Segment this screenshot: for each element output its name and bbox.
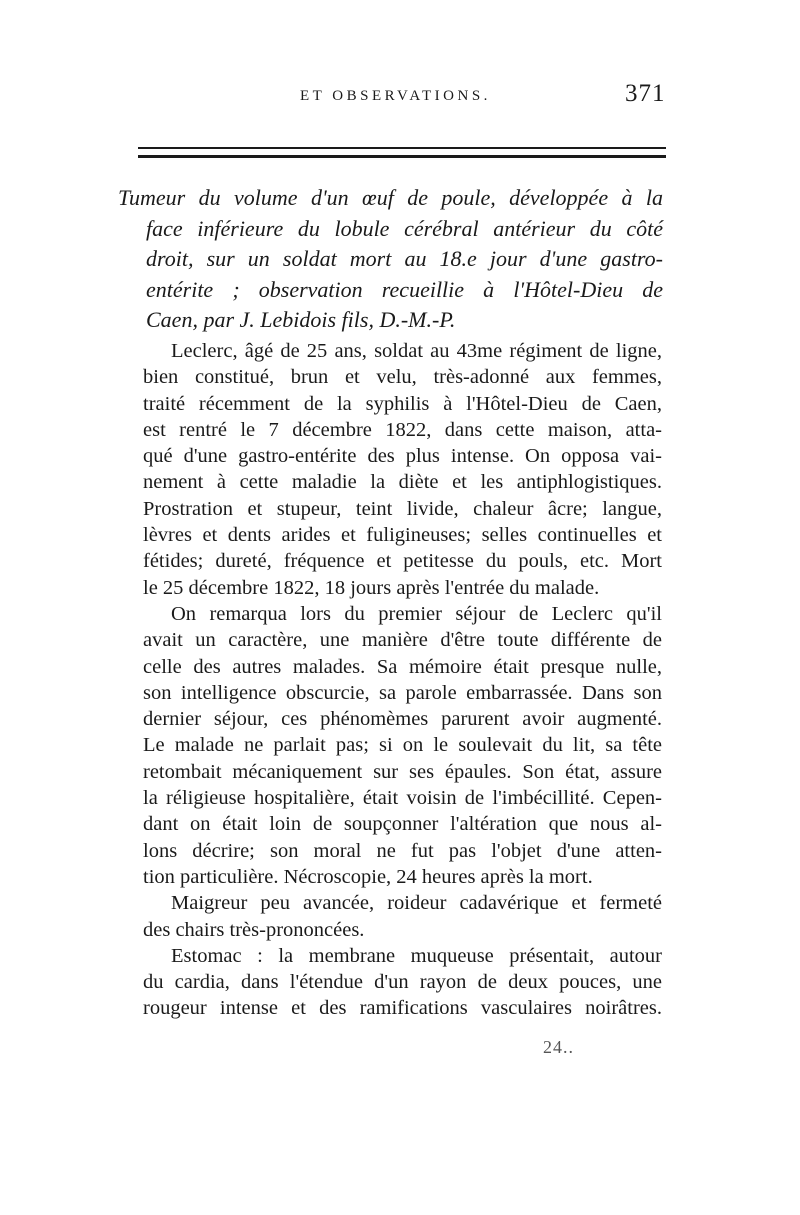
body-line: avait un caractère, une manière d'être toute différente de (143, 629, 662, 652)
body-line: traité récemment de la syphilis à l'Hôtel-Dieu de Caen, (143, 392, 662, 415)
body-line: fétides; dureté, fréquence et petitesse du pouls, etc. Mort (143, 550, 662, 573)
heading-line: Tumeur du volume d'un œuf de poule, développée à la (118, 185, 663, 210)
body-line: dernier séjour, ces phénomèmes parurent avoir augmenté. (143, 708, 662, 731)
body-line: du cardia, dans l'étendue d'un rayon de deux pouces, une (143, 971, 662, 994)
body-line: Le malade ne parlait pas; si on le soulevait du lit, sa tête (143, 734, 662, 757)
header-rule-thick (138, 155, 666, 158)
body-line: Estomac : la membrane muqueuse présentait, autour (171, 944, 662, 967)
article-body (143, 338, 662, 1022)
heading-line: Caen, par J. Lebidois fils, D.-M.-P. (146, 307, 456, 332)
body-line: lons décrire; son moral ne fut pas l'objet d'une atten- (143, 839, 662, 862)
body-line: lèvres et dents arides et fuligineuses; selles continuelles et (143, 524, 662, 547)
body-line: nement à cette maladie la diète et les antiphlogistiques. (143, 471, 662, 494)
body-line: celle des autres malades. Sa mémoire était presque nulle, (143, 655, 662, 678)
body-line: Maigreur peu avancée, roideur cadavérique et fermeté (171, 892, 662, 915)
body-line: qué d'une gastro-entérite des plus intense. On opposa vai- (143, 445, 662, 468)
header-rule-thin (138, 147, 666, 149)
body-line: tion particulière. Nécroscopie, 24 heures après la mort. (143, 865, 593, 888)
body-line: retombait mécaniquement sur ses épaules. Son état, assure (143, 760, 662, 783)
body-line: le 25 décembre 1822, 18 jours après l'entrée du malade. (143, 576, 600, 599)
running-title: ET OBSERVATIONS. (300, 88, 491, 104)
body-line: des chairs très-prononcées. (143, 918, 365, 941)
signature-mark: 24.. (543, 1037, 574, 1057)
body-line: dant on était loin de soupçonner l'altération que nous al- (143, 813, 662, 836)
body-line: Leclerc, âgé de 25 ans, soldat au 43me régiment de ligne, (171, 340, 662, 362)
heading-line: droit, sur un soldat mort au 18.e jour d'une gastro- (146, 246, 663, 271)
page-number: 371 (625, 80, 666, 107)
heading-line: face inférieure du lobule cérébral antérieur du côté (146, 215, 663, 241)
body-line: rougeur intense et des ramifications vasculaires noirâtres. (143, 997, 662, 1020)
body-line: On remarqua lors du premier séjour de Leclerc qu'il (171, 602, 662, 625)
heading-line: entérite ; observation recueillie à l'Hôtel-Dieu de (146, 276, 663, 302)
article-heading (118, 183, 663, 336)
body-line: est rentré le 7 décembre 1822, dans cette maison, atta- (143, 418, 662, 441)
body-line: Prostration et stupeur, teint livide, chaleur âcre; langue, (143, 497, 662, 520)
body-line: son intelligence obscurcie, sa parole embarrassée. Dans son (143, 681, 662, 704)
body-line: la réligieuse hospitalière, était voisin de l'imbécillité. Cepen- (143, 787, 662, 810)
body-line: bien constitué, brun et velu, très-adonné aux femmes, (143, 366, 662, 389)
